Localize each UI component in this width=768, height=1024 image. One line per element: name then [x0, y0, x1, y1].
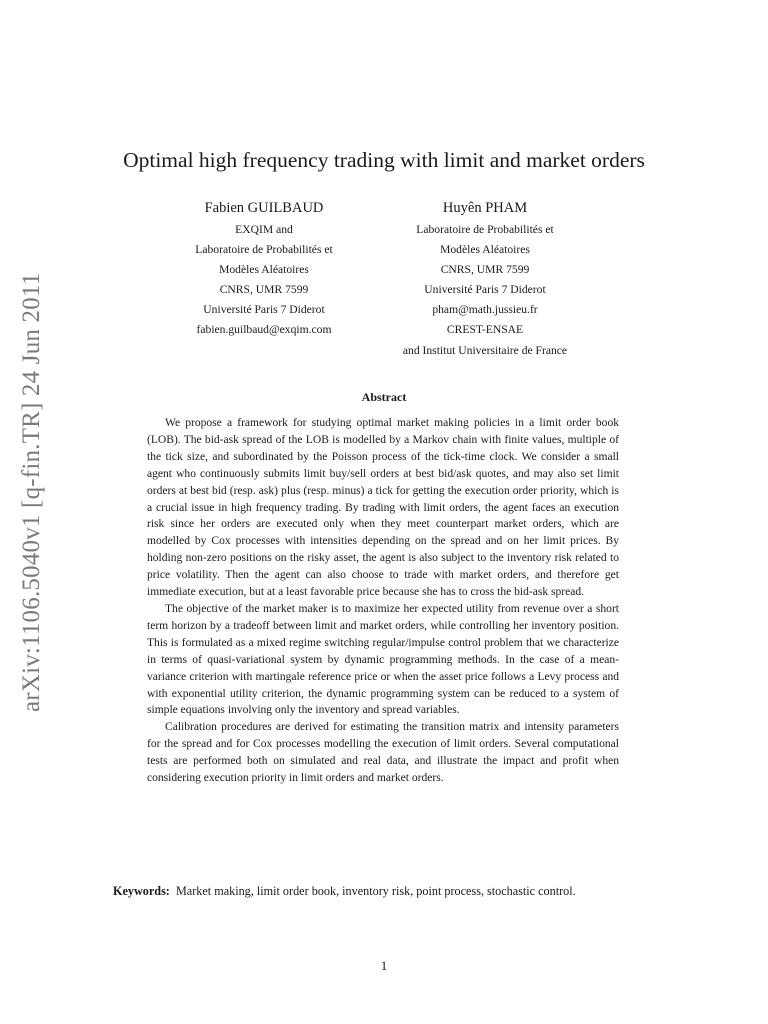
abstract-paragraph: The objective of the market maker is to maximize her expected utility from revenue over a short term horizon by a tradeoff between limit and market orders, while controlling her inventory position. This is formulated as a mixed regime switching regular/impulse control problem that we characterize in terms of quasi-variational system by dynamic programming methods. In the case of a mean-variance criterion with martingale reference price or when the asset price follows a Levy process and with exponential utility criterion, the dynamic programming system can be reduced to a system of simple equations involving only the inventory and spread variables. [147, 602, 619, 717]
keywords-section [113, 881, 653, 902]
author-1 [149, 197, 379, 341]
abstract-body [147, 415, 619, 787]
author-2-affiliation-line: Modèles Aléatoires [440, 243, 530, 257]
author-2-name: Huyên PHAM [442, 200, 528, 216]
paper-title: Optimal high frequency trading with limit and market orders [123, 148, 645, 172]
abstract-paragraph: Calibration procedures are derived for estimating the transition matrix and intensity parameters for the spread and for Cox processes modelling the execution of limit orders. Several computational tests are performed both on simulated and real data, and illustrate the impact and profit when considering execution priority in limit orders and market orders. [147, 721, 619, 785]
author-1-name: Fabien GUILBAUD [204, 200, 324, 216]
author-1-affiliation-line: EXQIM and [235, 223, 293, 236]
author-2-affiliation-line: CNRS, UMR 7599 [440, 263, 530, 277]
keywords-label: Keywords: [113, 884, 170, 898]
author-2 [370, 197, 600, 361]
author-2-affiliation-line: Laboratoire de Probabilités et [416, 223, 554, 236]
keywords-text: Market making, limit order book, inventory risk, point process, stochastic control. [175, 884, 576, 898]
arxiv-identifier-stamp: arXiv:1106.5040v1 [q-fin.TR] 24 Jun 2011 [18, 272, 45, 712]
author-1-affiliation-line: Université Paris 7 Diderot [203, 303, 325, 317]
author-2-affiliation-line: and Institut Universitaire de France [402, 343, 568, 357]
page-number: 1 [380, 958, 388, 973]
author-2-email: pham@math.jussieu.fr [432, 303, 538, 317]
author-2-affiliation-line: Université Paris 7 Diderot [424, 283, 546, 297]
abstract-heading: Abstract [361, 390, 407, 404]
abstract-paragraph: We propose a framework for studying optimal market making policies in a limit order book (LOB). The bid-ask spread of the LOB is modelled by a Markov chain with finite values, multiple of the tick size, and subordinated by the Poisson process of the tick-time clock. We consider a small agent who continuously submits limit buy/sell orders at best bid/ask quotes, and may also set limit orders at best bid (resp. ask) plus (resp. minus) a tick for getting the execution order priority, which is a crucial issue in high frequency trading. By trading with limit orders, the agent faces an execution risk since her orders are executed only when they meet counterpart market orders, which are modelled by Cox processes with intensities depending on the spread and on her limit prices. By holding non-zero positions on the risky asset, the agent is also subject to the inventory risk related to price volatility. Then the agent can also choose to trade with market orders, and therefore get immediate execution, but at a least favorable price because she has to cross the bid-ask spread. [147, 417, 619, 599]
author-1-email: fabien.guilbaud@exqim.com [196, 323, 332, 337]
author-1-affiliation-line: Modèles Aléatoires [219, 263, 309, 277]
author-1-affiliation-line: Laboratoire de Probabilités et [195, 243, 333, 257]
author-2-affiliation-line: CREST-ENSAE [446, 323, 524, 337]
author-1-affiliation-line: CNRS, UMR 7599 [219, 283, 309, 297]
